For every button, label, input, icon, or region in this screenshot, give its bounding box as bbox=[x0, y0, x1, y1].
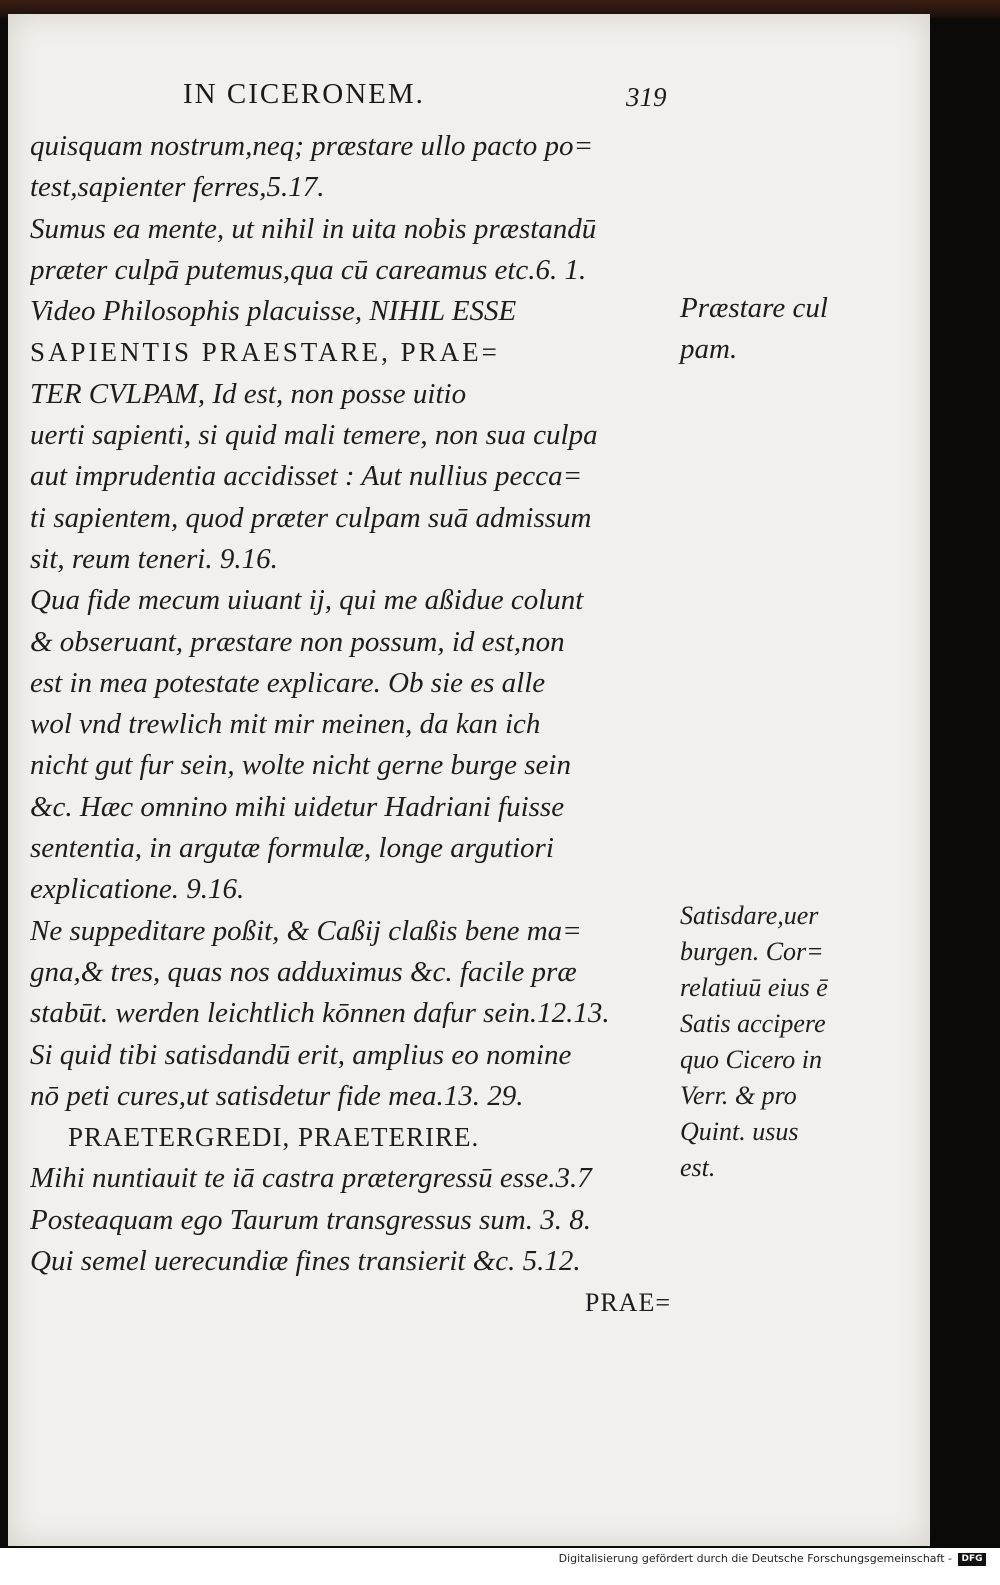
margin-note-satisdare bbox=[680, 898, 828, 1186]
text-line: test,sapienter ferres,5.17. bbox=[30, 171, 325, 204]
text-line: & obseruant, præstare non possum, id est,non bbox=[30, 625, 565, 658]
text-line: sit, reum teneri. 9.16. bbox=[30, 542, 278, 575]
text-line: Mihi nuntiauit te iā castra prætergressū esse.3.7 bbox=[30, 1162, 592, 1195]
text-line: est in mea potestate explicare. Ob sie es alle bbox=[30, 666, 546, 699]
running-header: IN CICERONEM. bbox=[183, 78, 425, 110]
margin-note-line: Satis accipere bbox=[680, 1009, 826, 1038]
text-line: sententia, in argutæ formulæ, longe argutiori bbox=[30, 832, 554, 865]
text-line: Si quid tibi satisdandū erit, amplius eo nomine bbox=[30, 1038, 572, 1071]
margin-note-line: relatiuū eius ē bbox=[680, 973, 828, 1002]
text-line: quisquam nostrum,neq; præstare ullo pacto po= bbox=[30, 130, 594, 162]
dfg-logo-icon: DFG bbox=[958, 1553, 986, 1566]
margin-note-line: Verr. & pro bbox=[680, 1081, 797, 1110]
text-line: præter culpā putemus,qua cū careamus etc.6. 1. bbox=[30, 253, 587, 286]
page-number: 319 bbox=[626, 82, 667, 112]
section-heading: PRAETERGREDI, PRAETERIRE. bbox=[68, 1122, 480, 1153]
text-line: wol vnd trewlich mit mir meinen, da kan ich bbox=[30, 708, 541, 741]
text-line: gna,& tres, quas nos adduximus &c. facile præ bbox=[30, 955, 577, 988]
text-line: SAPIENTIS PRAESTARE, PRAE= bbox=[30, 337, 500, 368]
margin-note-line: pam. bbox=[680, 333, 738, 365]
text-line: nicht gut fur sein, wolte nicht gerne burge sein bbox=[30, 749, 571, 782]
text-line: stabūt. werden leichtlich kōnnen dafur sein.12.13. bbox=[30, 997, 610, 1030]
margin-note-line: Quint. usus bbox=[680, 1117, 799, 1146]
margin-note-praestare bbox=[680, 288, 828, 370]
text-line: explicatione. 9.16. bbox=[30, 873, 245, 906]
text-line: Posteaquam ego Taurum transgressus sum. 3. 8. bbox=[30, 1203, 591, 1236]
text-line: &c. Hæc omnino mihi uidetur Hadriani fuisse bbox=[30, 790, 565, 823]
text-line: ti sapientem, quod præter culpam suā admissum bbox=[30, 501, 592, 534]
text-line: Sumus ea mente, ut nihil in uita nobis præstandū bbox=[30, 212, 597, 245]
text-line: aut imprudentia accidisset : Aut nullius pecca= bbox=[30, 460, 583, 493]
text-line: TER CVLPAM, Id est, non posse uitio bbox=[30, 377, 467, 410]
text-line: Video Philosophis placuisse, NIHIL ESSE bbox=[30, 295, 517, 328]
text-line: Ne suppeditare poßit, & Caßij claßis bene ma= bbox=[30, 914, 582, 947]
margin-note-line: burgen. Cor= bbox=[680, 937, 824, 966]
margin-note-line: quo Cicero in bbox=[680, 1045, 823, 1074]
margin-note-line: est. bbox=[680, 1153, 716, 1182]
margin-note-line: Præstare cul bbox=[680, 292, 828, 324]
text-line: nō peti cures,ut satisdetur fide mea.13. 29. bbox=[30, 1079, 524, 1112]
text-line: Qui semel uerecundiæ fines transierit &c. 5.12. bbox=[30, 1245, 581, 1278]
margin-note-line: Satisdare,uer bbox=[680, 901, 819, 930]
catchword: PRAE= bbox=[584, 1288, 671, 1318]
text-line: Qua fide mecum uiuant ij, qui me aßidue colunt bbox=[30, 584, 584, 617]
footer-credit: Digitalisierung gefördert durch die Deutsche Forschungsgemeinschaft - bbox=[558, 1552, 952, 1565]
text-line: uerti sapienti, si quid mali temere, non sua culpa bbox=[30, 419, 598, 452]
main-text-block bbox=[30, 126, 675, 1324]
